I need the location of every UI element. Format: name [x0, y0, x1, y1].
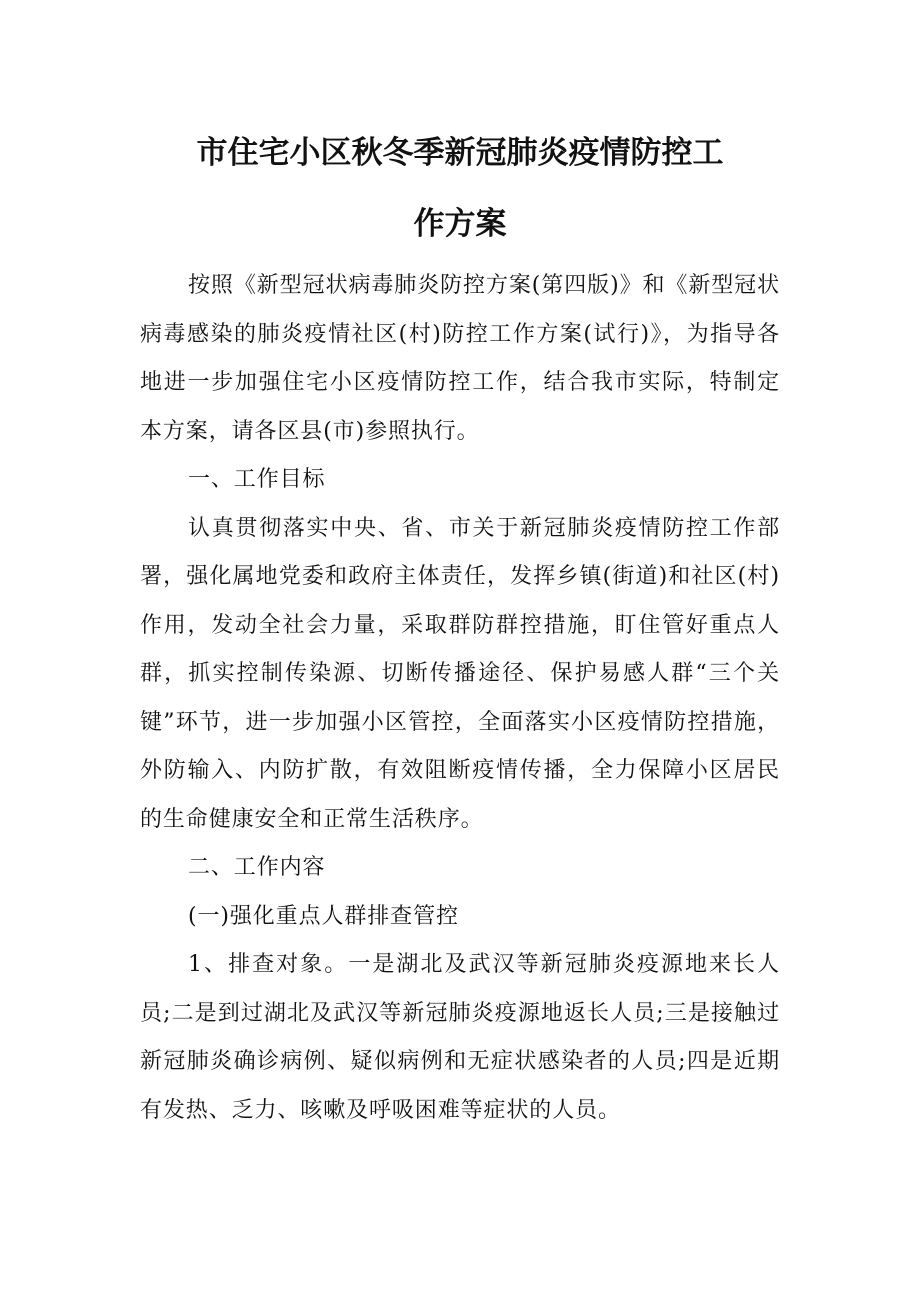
- goals-paragraph: 认真贯彻落实中央、省、市关于新冠肺炎疫情防控工作部署，强化属地党委和政府主体责任，发挥乡镇(街道)和社区(村)作用，发动全社会力量，采取群防群控措施，盯住管好重点人群，抓实控制传染源、切断传播途径、保护易感人群“三个关键”环节，进一步加强小区管控，全面落实小区疫情防控措施，外防输入、内防扩散，有效阻断疫情传播，全力保障小区居民的生命健康安全和正常生活秩序。: [140, 515, 780, 832]
- section-heading-content: 二、工作内容: [188, 855, 326, 880]
- subsection-heading-key-groups: (一)强化重点人群排查管控: [188, 903, 459, 929]
- document-body: [140, 262, 780, 1135]
- intro-paragraph: 按照《新型冠状病毒肺炎防控方案(第四版)》和《新型冠状病毒感染的肺炎疫情社区(村)防控工作方案(试行)》，为指导各地进一步加强住宅小区疫情防控工作，结合我市实际，特制定本方案，请各区县(市)参照执行。: [140, 273, 780, 444]
- item-screening-targets: 1、排查对象。一是湖北及武汉等新冠肺炎疫源地来长人员;二是到过湖北及武汉等新冠肺炎疫源地返长人员;三是接触过新冠肺炎确诊病例、疑似病例和无症状感染者的人员;四是近期有发热、乏力、咳嗽及呼吸困难等症状的人员。: [140, 952, 780, 1123]
- document-title-line-1: 市住宅小区秋冬季新冠肺炎疫情防控工: [196, 135, 724, 171]
- section-heading-goals: 一、工作目标: [188, 467, 326, 492]
- document-title-line-2: 作方案: [413, 206, 507, 242]
